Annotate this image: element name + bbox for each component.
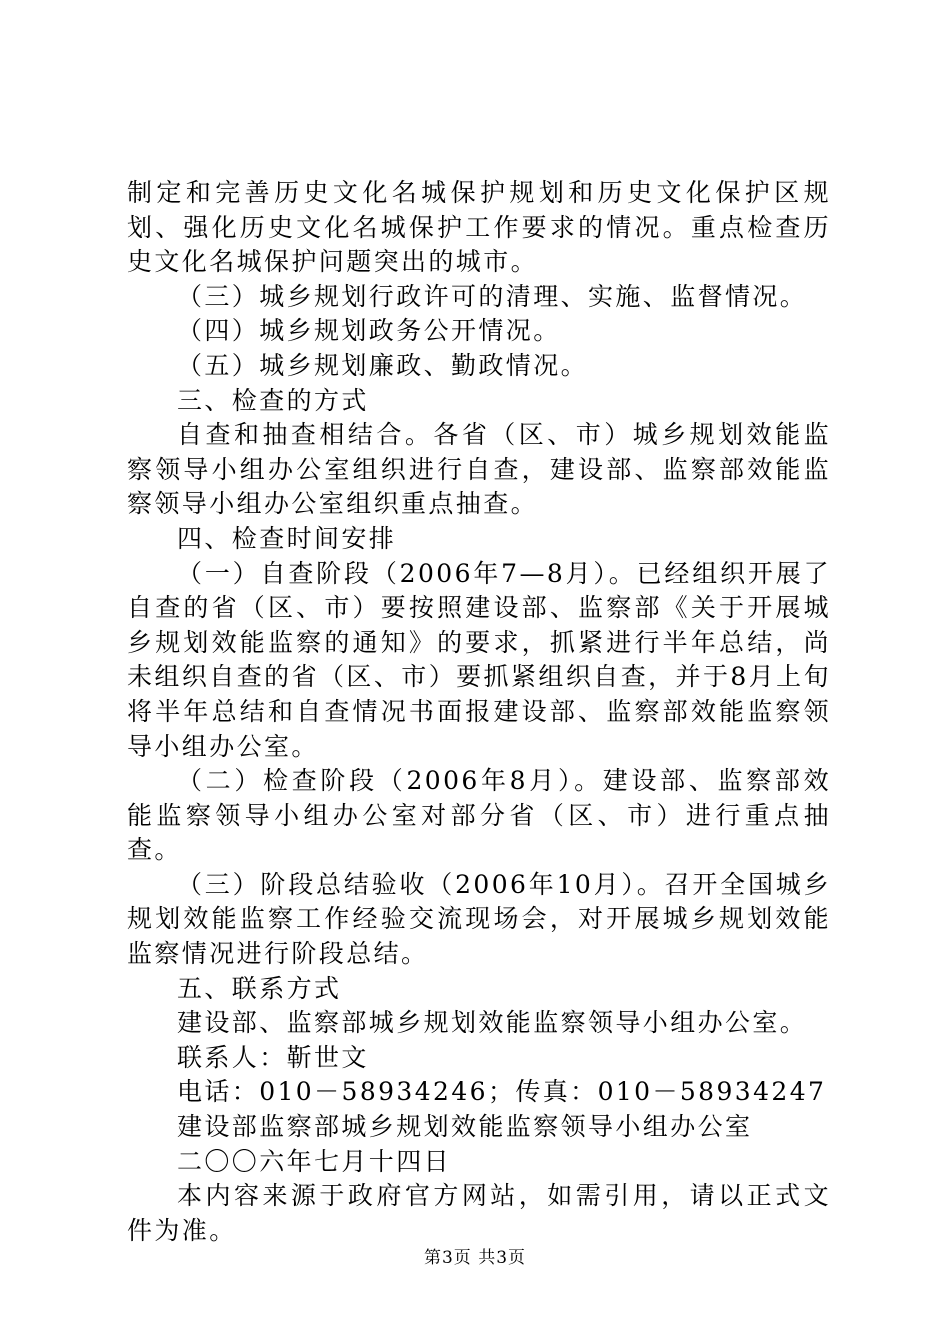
paragraph: （一）自查阶段（2006年7—8月）。已经组织开展了自查的省（区、市）要按照建设部、监察部《关于开展城乡规划效能监察的通知》的要求，抓紧进行半年总结，尚未组织自查的省（区、市）要抓紧组织自查，并于8月上旬将半年总结和自查情况书面报建设部、监察部效能监察领导小组办公室。 [127, 558, 831, 761]
source-note: 本内容来源于政府官方网站，如需引用，请以正式文件为准。 [127, 1181, 831, 1245]
document-body [127, 176, 831, 1248]
contact-person: 联系人：靳世文 [177, 1042, 369, 1072]
paragraph: （五）城乡规划廉政、勤政情况。 [177, 350, 589, 380]
section-heading: 三、检查的方式 [177, 385, 369, 415]
signature-office: 建设部监察部城乡规划效能监察领导小组办公室 [177, 1112, 753, 1142]
signature-date: 二〇〇六年七月十四日 [177, 1146, 452, 1176]
paragraph: （四）城乡规划政务公开情况。 [177, 316, 561, 346]
paragraph: 自查和抽查相结合。各省（区、市）城乡规划效能监察领导小组办公室组织进行自查，建设部、监察部效能监察领导小组办公室组织重点抽查。 [127, 420, 831, 519]
paragraph: （三）阶段总结验收（2006年10月）。召开全国城乡规划效能监察工作经验交流现场会，对开展城乡规划效能监察情况进行阶段总结。 [127, 869, 831, 969]
contact-office: 建设部、监察部城乡规划效能监察领导小组办公室。 [177, 1008, 808, 1038]
paragraph: （二）检查阶段（2006年8月）。建设部、监察部效能监察领导小组办公室对部分省（区、市）进行重点抽查。 [127, 766, 831, 865]
paragraph: 制定和完善历史文化名城保护规划和历史文化保护区规划、强化历史文化名城保护工作要求的情况。重点检查历史文化名城保护问题突出的城市。 [127, 178, 831, 277]
contact-phone-fax: 电话：010－58934246；传真：010－58934247 [177, 1077, 827, 1107]
page-number: 第3页 共3页 [423, 1248, 527, 1268]
section-heading: 四、检查时间安排 [177, 523, 397, 553]
paragraph: （三）城乡规划行政许可的清理、实施、监督情况。 [177, 281, 808, 311]
section-heading: 五、联系方式 [177, 973, 342, 1003]
